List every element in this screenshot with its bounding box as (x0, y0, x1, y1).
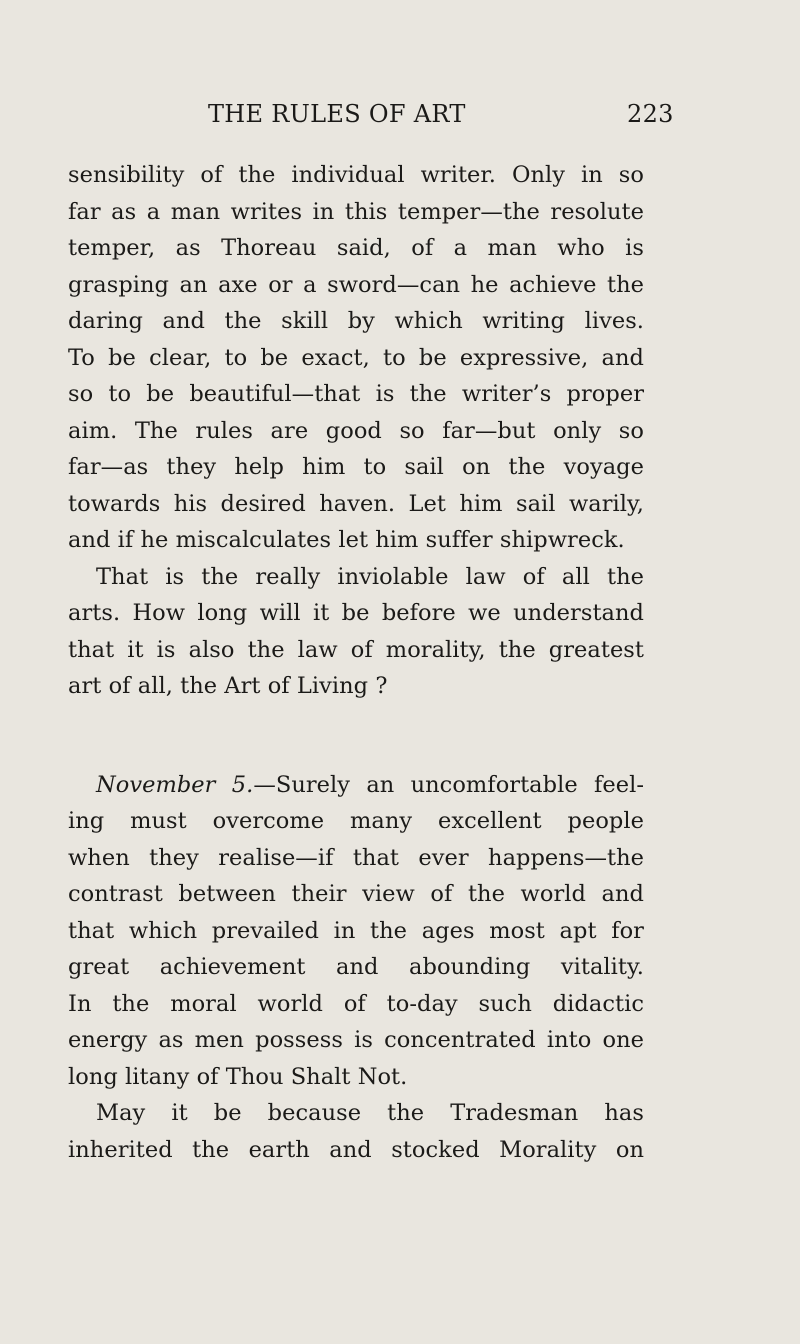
text-line: art of all, the Art of Living ? (68, 673, 388, 699)
text-line: far—as they help him to sail on the voyage (68, 454, 644, 480)
entry-date: November 5. (96, 771, 254, 798)
text-line: ing must overcome many excellent people (68, 808, 644, 834)
text-line: sensibility of the individual writer. Only in so (68, 162, 644, 188)
page-number: 223 (627, 100, 674, 128)
text-line: grasping an axe or a sword—can he achieve the (68, 271, 644, 298)
text-line: long litany of Thou Shalt Not. (68, 1063, 408, 1090)
text-line: inherited the earth and stocked Morality on (68, 1136, 644, 1163)
paragraph-sensibility (68, 157, 644, 559)
text-line: In the moral world of to-day such didactic (68, 990, 644, 1017)
text-line: so to be beautiful—that is the writer’s proper (68, 381, 644, 407)
text-line: To be clear, to be exact, to be expressive, and (68, 344, 644, 371)
text-line: that which prevailed in the ages most apt for (68, 917, 644, 944)
text-line: great achievement and abounding vitality. (68, 954, 644, 980)
text-line: aim. The rules are good so far—but only so (68, 417, 644, 444)
paragraph-tradesman (68, 1095, 644, 1168)
text-line: daring and the skill by which writing lives. (68, 308, 644, 334)
text-line: temper, as Thoreau said, of a man who is (68, 235, 644, 261)
section-gap (68, 705, 644, 767)
text-line: that it is also the law of morality, the greatest (68, 636, 644, 663)
paragraph-november-entry (68, 767, 644, 1096)
entry-first-line: —Surely an uncomfortable feel- (253, 771, 644, 798)
body-text (68, 157, 644, 1168)
text-line: and if he miscalculates let him suffer shipwreck. (68, 527, 625, 553)
text-line: arts. How long will it be before we understand (68, 600, 644, 626)
text-line: That is the really inviolable law of all the (96, 563, 644, 590)
text-line: towards his desired haven. Let him sail warily, (68, 490, 644, 517)
text-line (68, 767, 644, 804)
running-head (0, 100, 800, 140)
text-line: energy as men possess is concentrated into one (68, 1027, 644, 1053)
text-line: contrast between their view of the world and (68, 881, 644, 907)
text-line: May it be because the Tradesman has (96, 1100, 644, 1126)
paragraph-inviolable-law (68, 559, 644, 705)
running-title: THE RULES OF ART (208, 100, 466, 128)
text-line: when they realise—if that ever happens—the (68, 844, 644, 871)
text-line: far as a man writes in this temper—the resolute (68, 198, 644, 225)
